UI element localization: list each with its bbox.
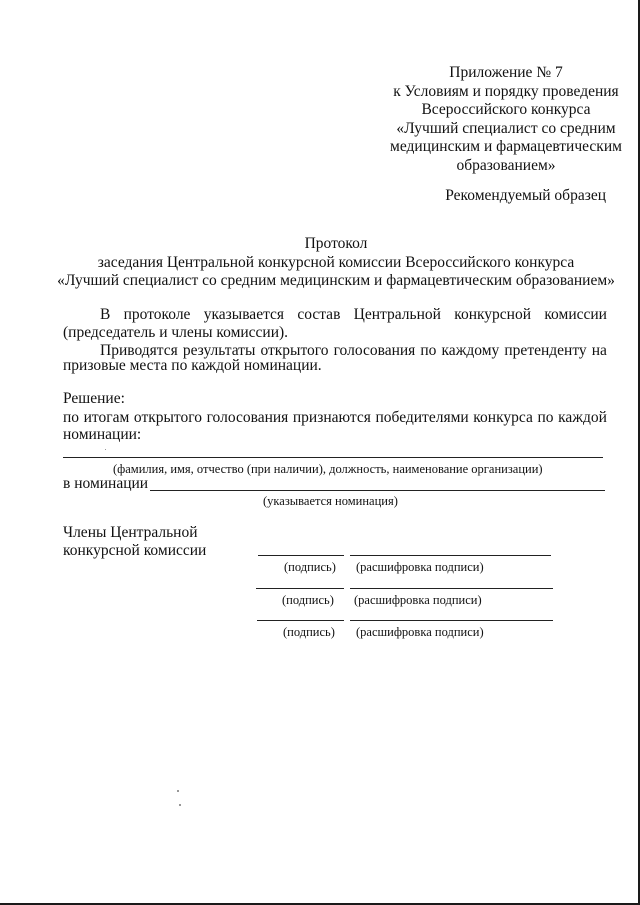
document-title: Протокол <box>304 235 368 252</box>
para1-word: В <box>100 306 111 323</box>
para2-word: по <box>420 342 437 359</box>
signature-decode-line <box>350 588 553 589</box>
members-label-line-2: конкурсной комиссии <box>63 542 207 559</box>
scan-speck <box>179 804 181 806</box>
scan-speck <box>177 790 179 792</box>
paragraph-2-line-2: призовые места по каждой номинации. <box>63 357 322 374</box>
signature-caption: (подпись) <box>282 593 334 607</box>
para1-word: состав <box>297 306 341 323</box>
decision-word: признаются <box>292 409 371 426</box>
para1-word: комиссии <box>544 306 607 323</box>
para2-word: претенденту <box>504 342 587 359</box>
decision-label: Решение: <box>63 390 125 407</box>
para1-word: протоколе <box>123 306 191 323</box>
signature-decode-caption: (расшифровка подписи) <box>354 593 482 607</box>
para2-word: результаты <box>182 342 256 359</box>
annex-line-4: «Лучший специалист со средним <box>396 119 616 137</box>
annex-number: Приложение № 7 <box>449 64 563 81</box>
annex-line-6: образованием» <box>456 156 556 174</box>
paragraph-1-line-2: (председатель и члены комиссии). <box>63 324 289 341</box>
signature-caption: (подпись) <box>284 560 336 574</box>
signature-decode-caption: (расшифровка подписи) <box>356 625 484 639</box>
decision-word: по <box>537 409 554 426</box>
signature-line <box>256 588 344 589</box>
para1-word: указывается <box>203 306 285 323</box>
para2-word: голосования <box>333 342 416 359</box>
decision-word: по <box>63 409 80 426</box>
decision-line-1 <box>63 409 607 427</box>
signature-caption: (подпись) <box>283 625 335 639</box>
decision-word: итогам <box>83 409 130 426</box>
para2-word: Приводятся <box>100 342 178 359</box>
title-line-2: заседания Центральной конкурсной комиссии Всероссийского конкурса <box>97 254 575 271</box>
annex-line-3: Всероссийского конкурса <box>421 101 591 118</box>
nomination-blank-line <box>150 490 605 491</box>
decision-word: конкурса <box>473 409 533 426</box>
nomination-caption: (указывается номинация) <box>263 494 398 508</box>
para2-word: открытого <box>260 342 329 359</box>
signature-decode-line <box>350 620 553 621</box>
para1-word: Центральной <box>353 306 441 323</box>
decision-line-2: номинации: <box>63 426 142 443</box>
paragraph-1-line-1 <box>100 306 607 324</box>
decision-word: каждой <box>558 409 607 426</box>
members-label-line-1: Члены Центральной <box>63 524 198 541</box>
decision-word: открытого <box>133 409 202 426</box>
title-line-3: «Лучший специалист со средним медицинским и фармацевтическим образованием» <box>57 272 615 289</box>
nomination-label: в номинации <box>63 475 149 492</box>
para2-word: на <box>591 342 607 359</box>
annex-line-5: медицинским и фармацевтическим <box>390 138 622 155</box>
annex-header <box>360 64 640 175</box>
winner-blank-line <box>63 457 603 458</box>
signature-line <box>257 620 344 621</box>
signature-line <box>258 555 344 556</box>
signature-decode-line <box>350 555 551 556</box>
winner-caption: (фамилия, имя, отчество (при наличии), должность, наименование организации) <box>113 462 543 476</box>
decision-word: голосования <box>206 409 289 426</box>
signature-decode-caption: (расшифровка подписи) <box>356 560 484 574</box>
scan-speck <box>105 449 106 450</box>
decision-word: победителями <box>375 409 469 426</box>
recommended-sample-label: Рекомендуемый образец <box>445 187 606 204</box>
annex-line-2: к Условиям и порядку проведения <box>393 82 619 100</box>
para2-word: каждому <box>441 342 500 359</box>
para1-word: конкурсной <box>454 306 532 323</box>
